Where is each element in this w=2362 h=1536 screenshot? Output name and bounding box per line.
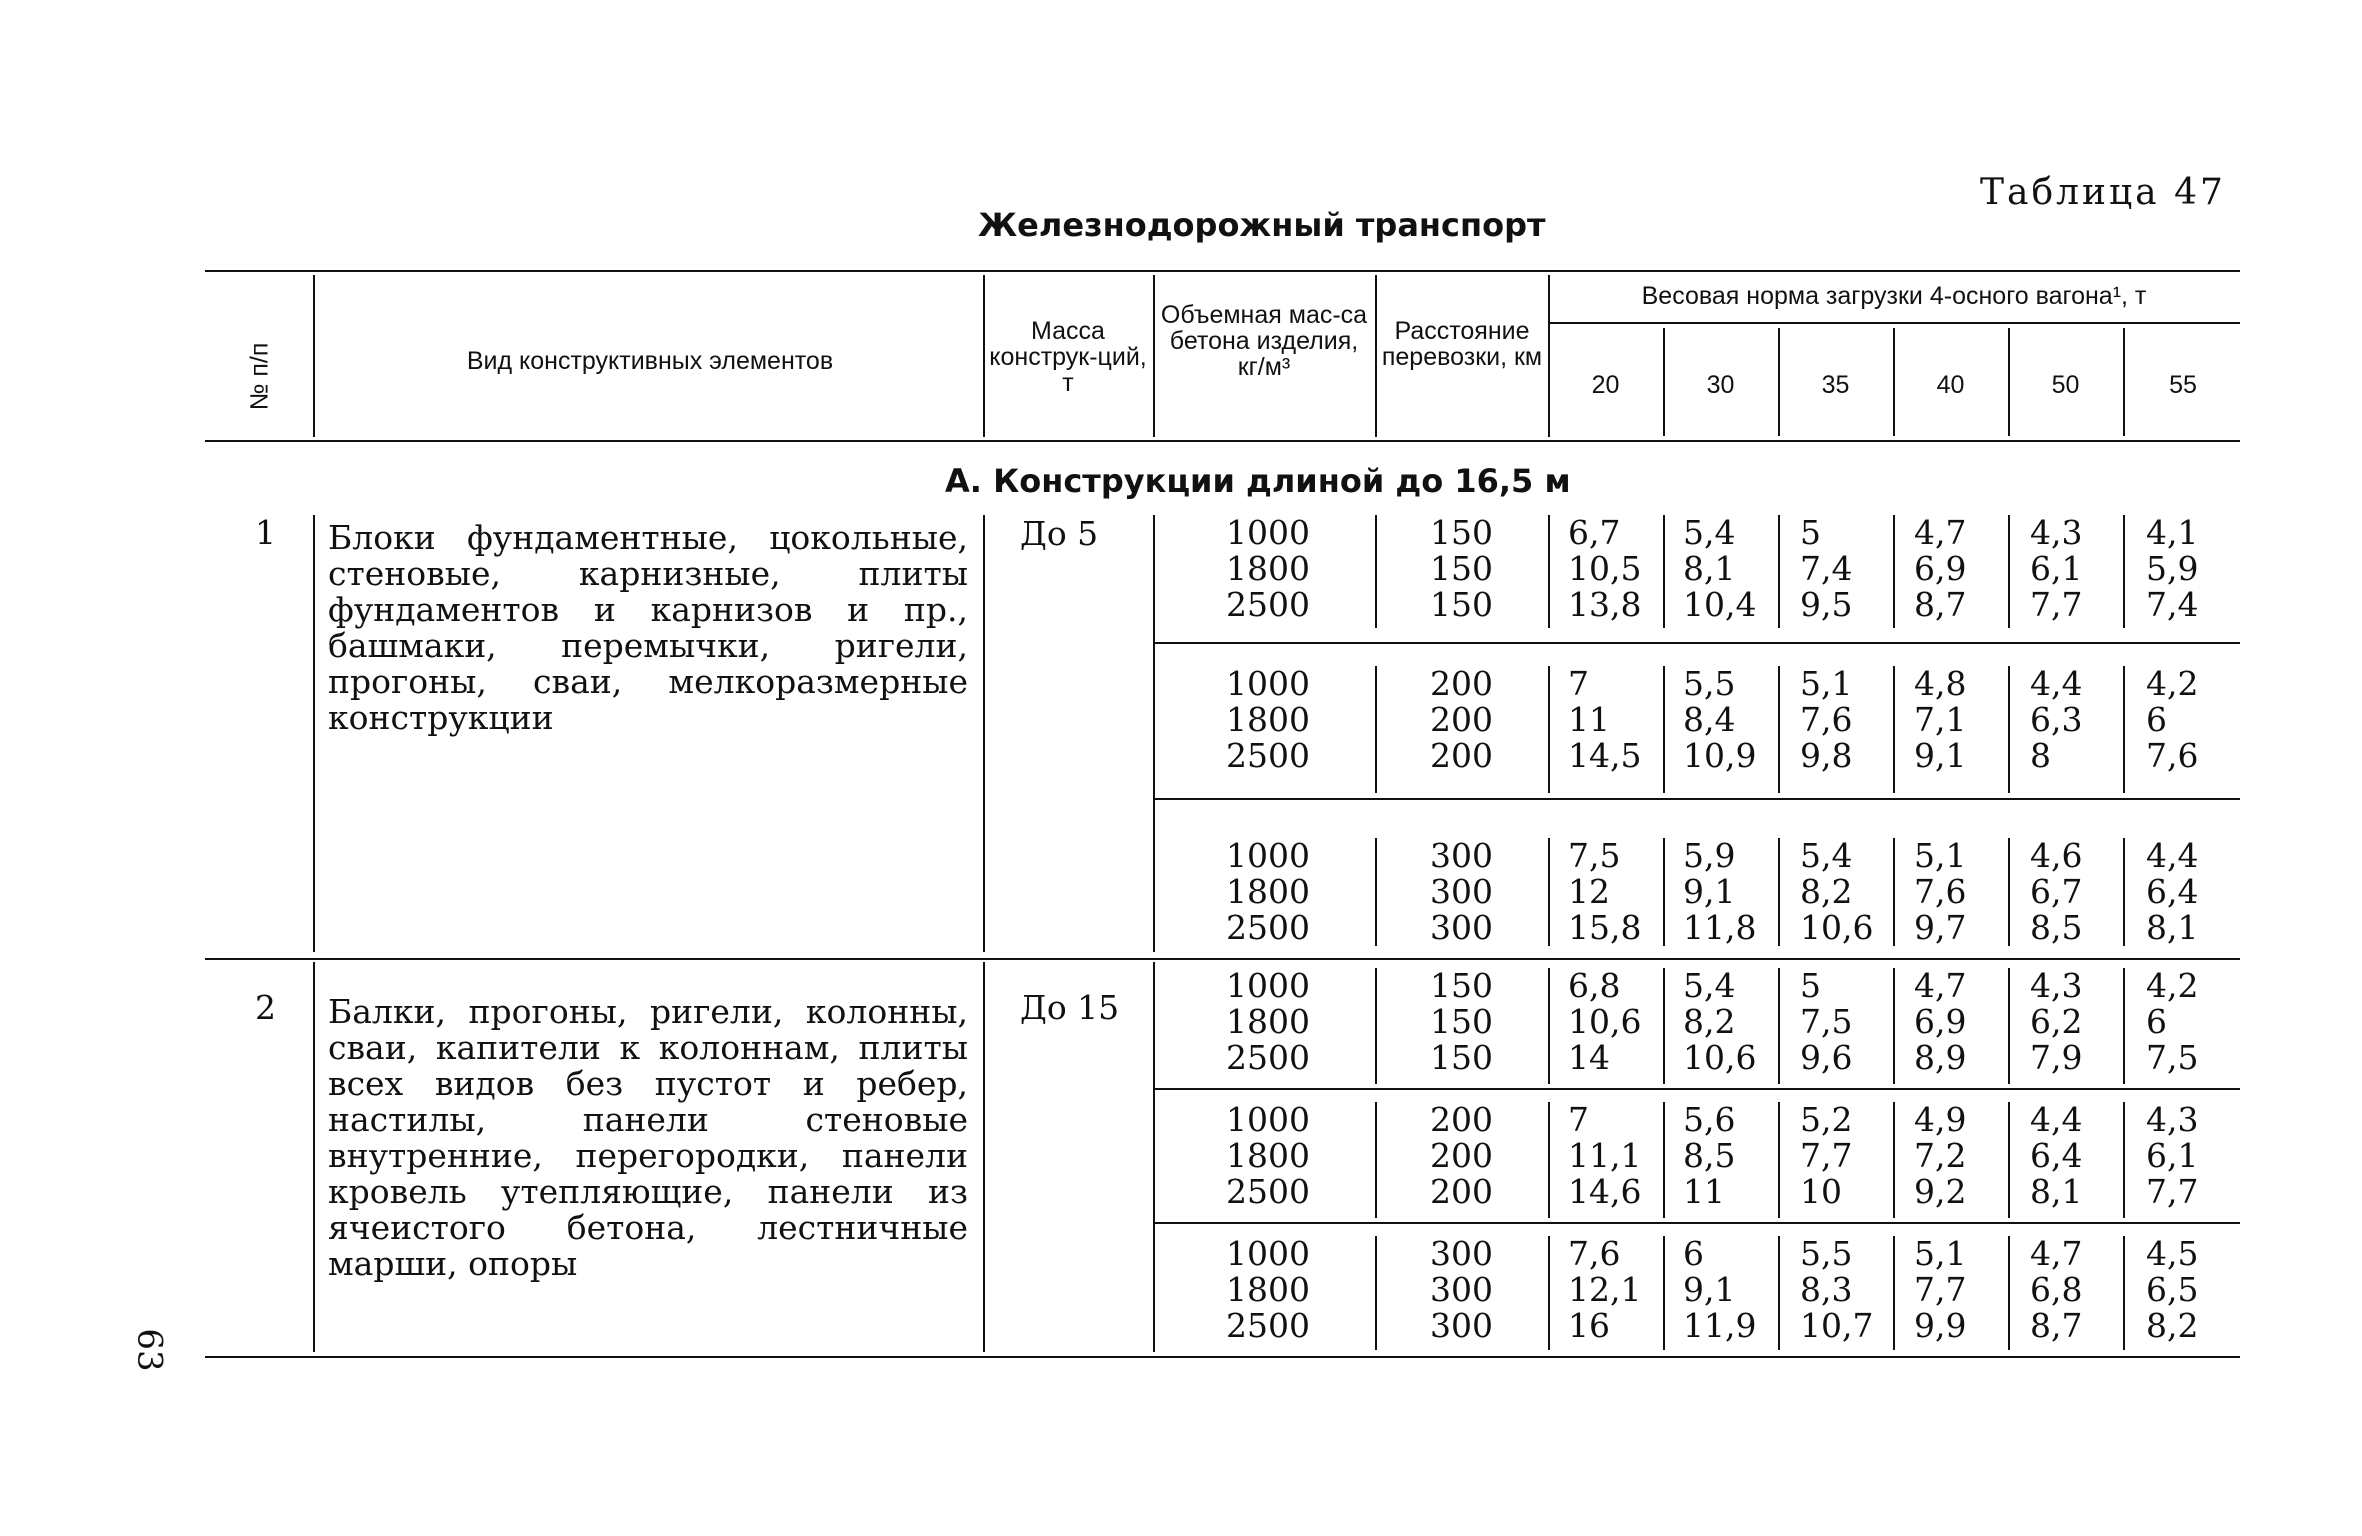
norm-value: 8,1 <box>1683 549 1736 588</box>
distance-value: 200 <box>1430 700 1493 739</box>
norm-value: 9,8 <box>1800 736 1853 775</box>
norm-value: 4,7 <box>1914 513 1967 552</box>
group-divider <box>1548 1102 1550 1218</box>
table-title: Железнодорожный транспорт <box>978 206 1546 244</box>
row-separator <box>205 958 2240 960</box>
group-separator <box>1153 642 2240 644</box>
norm-value: 6,8 <box>1568 966 1621 1005</box>
header-density: Объемная мас-са бетона изделия, кг/м³ <box>1160 301 1368 381</box>
norm-value: 4,5 <box>2146 1234 2199 1273</box>
norm-value: 7,2 <box>1914 1136 1967 1175</box>
density-value: 1800 <box>1226 1002 1310 1041</box>
norm-value: 10,6 <box>1683 1038 1757 1077</box>
header-divider <box>1548 275 1550 437</box>
norm-value: 7,1 <box>1914 700 1967 739</box>
norm-value: 4,4 <box>2030 664 2083 703</box>
norm-value: 10,9 <box>1683 736 1757 775</box>
distance-value: 150 <box>1430 1038 1493 1077</box>
norm-value: 7,7 <box>1914 1270 1967 1309</box>
group-divider <box>1663 515 1665 628</box>
norm-value: 7 <box>1568 1100 1589 1139</box>
row-divider <box>983 962 985 1352</box>
header-num: № п/п <box>245 342 274 411</box>
norm-value: 5,5 <box>1800 1234 1853 1273</box>
header-bottom-border <box>205 440 2240 442</box>
group-divider <box>1548 515 1550 628</box>
header-norm-col: 35 <box>1821 371 1850 399</box>
norm-value: 5,4 <box>1683 966 1736 1005</box>
header-norm-col: 55 <box>2169 371 2197 399</box>
norm-value: 6,9 <box>1914 549 1967 588</box>
group-divider <box>2008 666 2010 793</box>
norm-value: 7,7 <box>2146 1172 2199 1211</box>
norm-value: 5,9 <box>2146 549 2199 588</box>
group-divider <box>2008 1102 2010 1218</box>
norm-value: 5,1 <box>1914 836 1967 875</box>
distance-value: 300 <box>1430 1306 1493 1345</box>
group-divider <box>1893 515 1895 628</box>
density-value: 1800 <box>1226 700 1310 739</box>
group-divider <box>1548 1236 1550 1350</box>
group-divider <box>2123 1102 2125 1218</box>
distance-value: 200 <box>1430 736 1493 775</box>
row1-description: Блоки фундаментные, цокольные, стеновые, карнизные, плиты фундаментов и карнизов и пр., башмаки, перемычки, ригели, прогоны, сваи, мелкоразмерные конструкции <box>328 518 968 737</box>
norm-value: 16 <box>1568 1306 1610 1345</box>
header-distance: Расстояние перевозки, км <box>1381 317 1543 371</box>
row2-num: 2 <box>255 988 276 1027</box>
density-value: 1800 <box>1226 872 1310 911</box>
norm-value: 9,5 <box>1800 585 1853 624</box>
norm-value: 4,8 <box>1914 664 1967 703</box>
header-divider <box>1778 328 1780 436</box>
norm-value: 7,6 <box>1568 1234 1621 1273</box>
group-separator <box>1153 1222 2240 1224</box>
norm-value: 4,3 <box>2030 966 2083 1005</box>
distance-value: 300 <box>1430 908 1493 947</box>
norm-group-underline <box>1548 322 2240 324</box>
norm-value: 9,2 <box>1914 1172 1967 1211</box>
group-divider <box>1893 1102 1895 1218</box>
group-divider <box>2123 968 2125 1084</box>
row2-description: Балки, прогоны, ригели, колонны, сваи, капители к колоннам, плиты всех видов без пустот и ребер, настилы, панели стеновые внутренние, перегородки, панели кровель утепляющие, панели из ячеистого бетона, лестничные марши, опоры <box>328 992 968 1283</box>
norm-value: 7,4 <box>1800 549 1853 588</box>
group-divider <box>1778 838 1780 946</box>
group-divider <box>1893 968 1895 1084</box>
norm-value: 4,2 <box>2146 966 2199 1005</box>
norm-value: 11 <box>1683 1172 1725 1211</box>
norm-value: 5,2 <box>1800 1100 1853 1139</box>
norm-value: 4,7 <box>2030 1234 2083 1273</box>
norm-value: 12,1 <box>1568 1270 1642 1309</box>
distance-value: 150 <box>1430 966 1493 1005</box>
norm-value: 5,4 <box>1800 836 1853 875</box>
group-divider <box>2008 1236 2010 1350</box>
density-value: 1000 <box>1226 836 1310 875</box>
distance-value: 300 <box>1430 1234 1493 1273</box>
group-divider <box>1375 1236 1377 1350</box>
group-divider <box>1893 838 1895 946</box>
density-value: 2500 <box>1226 585 1310 624</box>
norm-value: 10,7 <box>1800 1306 1874 1345</box>
group-separator <box>1153 798 2240 800</box>
norm-value: 5,5 <box>1683 664 1736 703</box>
group-divider <box>1778 1236 1780 1350</box>
header-divider <box>1153 275 1155 437</box>
norm-value: 7,5 <box>1568 836 1621 875</box>
distance-value: 300 <box>1430 1270 1493 1309</box>
norm-value: 8,1 <box>2146 908 2199 947</box>
row-divider <box>1153 515 1155 952</box>
header-divider <box>1893 328 1895 436</box>
norm-value: 6,2 <box>2030 1002 2083 1041</box>
page-number: 63 <box>129 1328 170 1372</box>
group-divider <box>1548 666 1550 793</box>
norm-value: 6,4 <box>2030 1136 2083 1175</box>
table-bottom-border <box>205 1356 2240 1358</box>
group-divider <box>1375 666 1377 793</box>
norm-value: 9,7 <box>1914 908 1967 947</box>
norm-value: 9,9 <box>1914 1306 1967 1345</box>
norm-value: 5,6 <box>1683 1100 1736 1139</box>
header-divider <box>1375 275 1377 437</box>
density-value: 2500 <box>1226 1038 1310 1077</box>
header-kind: Вид конструктивных элементов <box>466 347 834 375</box>
group-divider <box>1663 1236 1665 1350</box>
norm-value: 11,8 <box>1683 908 1757 947</box>
group-divider <box>1375 968 1377 1084</box>
norm-value: 7,5 <box>2146 1038 2199 1077</box>
distance-value: 200 <box>1430 1172 1493 1211</box>
norm-value: 10,6 <box>1800 908 1874 947</box>
header-divider <box>2008 328 2010 436</box>
row-divider <box>983 515 985 952</box>
norm-value: 5,9 <box>1683 836 1736 875</box>
density-value: 2500 <box>1226 908 1310 947</box>
norm-value: 4,4 <box>2146 836 2199 875</box>
group-divider <box>2123 515 2125 628</box>
row1-mass: До 5 <box>1020 514 1099 553</box>
norm-value: 8,5 <box>1683 1136 1736 1175</box>
distance-value: 150 <box>1430 1002 1493 1041</box>
header-norm-col: 40 <box>1936 371 1965 399</box>
group-separator <box>1153 1088 2240 1090</box>
group-divider <box>1778 666 1780 793</box>
norm-value: 11 <box>1568 700 1610 739</box>
group-divider <box>1663 666 1665 793</box>
norm-value: 5 <box>1800 513 1821 552</box>
density-value: 1800 <box>1226 1270 1310 1309</box>
norm-value: 9,1 <box>1683 872 1736 911</box>
distance-value: 300 <box>1430 836 1493 875</box>
norm-value: 5,1 <box>1914 1234 1967 1273</box>
header-norm-group: Весовая норма загрузки 4-осного вагона¹, т <box>1641 282 2147 310</box>
distance-value: 150 <box>1430 513 1493 552</box>
header-divider <box>983 275 985 437</box>
density-value: 2500 <box>1226 1172 1310 1211</box>
norm-value: 4,1 <box>2146 513 2199 552</box>
norm-value: 11,9 <box>1683 1306 1757 1345</box>
norm-value: 8,3 <box>1800 1270 1853 1309</box>
distance-value: 150 <box>1430 549 1493 588</box>
norm-value: 6,3 <box>2030 700 2083 739</box>
group-divider <box>1778 968 1780 1084</box>
norm-value: 5 <box>1800 966 1821 1005</box>
group-divider <box>1548 968 1550 1084</box>
norm-value: 6 <box>2146 1002 2167 1041</box>
norm-value: 4,6 <box>2030 836 2083 875</box>
norm-value: 6,7 <box>2030 872 2083 911</box>
norm-value: 8,2 <box>1683 1002 1736 1041</box>
distance-value: 200 <box>1430 1136 1493 1175</box>
norm-value: 7 <box>1568 664 1589 703</box>
norm-value: 6,5 <box>2146 1270 2199 1309</box>
row-divider <box>1153 962 1155 1352</box>
group-divider <box>2008 968 2010 1084</box>
density-value: 1000 <box>1226 513 1310 552</box>
norm-value: 6 <box>1683 1234 1704 1273</box>
density-value: 1000 <box>1226 966 1310 1005</box>
norm-value: 10,5 <box>1568 549 1642 588</box>
table-label: Таблица 47 <box>1980 172 2226 213</box>
norm-value: 8,2 <box>2146 1306 2199 1345</box>
density-value: 1000 <box>1226 1100 1310 1139</box>
norm-value: 12 <box>1568 872 1610 911</box>
row-divider <box>313 515 315 952</box>
norm-value: 4,2 <box>2146 664 2199 703</box>
density-value: 2500 <box>1226 736 1310 775</box>
norm-value: 7,4 <box>2146 585 2199 624</box>
group-divider <box>2123 838 2125 946</box>
norm-value: 9,1 <box>1683 1270 1736 1309</box>
norm-value: 4,4 <box>2030 1100 2083 1139</box>
norm-value: 5,1 <box>1800 664 1853 703</box>
header-divider <box>313 275 315 437</box>
norm-value: 10,6 <box>1568 1002 1642 1041</box>
norm-value: 14 <box>1568 1038 1610 1077</box>
header-divider <box>1663 328 1665 436</box>
norm-value: 8 <box>2030 736 2051 775</box>
density-value: 2500 <box>1226 1306 1310 1345</box>
norm-value: 10,4 <box>1683 585 1757 624</box>
table-top-border <box>205 270 2240 272</box>
group-divider <box>1893 666 1895 793</box>
norm-value: 4,3 <box>2030 513 2083 552</box>
row1-num: 1 <box>255 513 276 552</box>
norm-value: 7,6 <box>1914 872 1967 911</box>
norm-value: 8,2 <box>1800 872 1853 911</box>
norm-value: 8,7 <box>2030 1306 2083 1345</box>
distance-value: 300 <box>1430 872 1493 911</box>
distance-value: 200 <box>1430 1100 1493 1139</box>
group-divider <box>1778 515 1780 628</box>
header-norm-col: 50 <box>2051 371 2080 399</box>
norm-value: 9,6 <box>1800 1038 1853 1077</box>
norm-value: 7,9 <box>2030 1038 2083 1077</box>
norm-value: 8,4 <box>1683 700 1736 739</box>
norm-value: 6,8 <box>2030 1270 2083 1309</box>
norm-value: 7,7 <box>2030 585 2083 624</box>
density-value: 1000 <box>1226 664 1310 703</box>
norm-value: 9,1 <box>1914 736 1967 775</box>
group-divider <box>1375 1102 1377 1218</box>
norm-value: 6,4 <box>2146 872 2199 911</box>
norm-value: 13,8 <box>1568 585 1642 624</box>
group-divider <box>2123 1236 2125 1350</box>
norm-value: 4,3 <box>2146 1100 2199 1139</box>
norm-value: 10 <box>1800 1172 1842 1211</box>
norm-value: 11,1 <box>1568 1136 1642 1175</box>
norm-value: 4,7 <box>1914 966 1967 1005</box>
norm-value: 14,5 <box>1568 736 1642 775</box>
group-divider <box>2008 838 2010 946</box>
norm-value: 7,5 <box>1800 1002 1853 1041</box>
norm-value: 8,1 <box>2030 1172 2083 1211</box>
norm-value: 8,5 <box>2030 908 2083 947</box>
norm-value: 7,6 <box>2146 736 2199 775</box>
norm-value: 6,9 <box>1914 1002 1967 1041</box>
norm-value: 5,4 <box>1683 513 1736 552</box>
norm-value: 6,1 <box>2030 549 2083 588</box>
group-divider <box>1778 1102 1780 1218</box>
group-divider <box>1663 968 1665 1084</box>
norm-value: 14,6 <box>1568 1172 1642 1211</box>
norm-value: 15,8 <box>1568 908 1642 947</box>
group-divider <box>2008 515 2010 628</box>
row2-mass: До 15 <box>1020 988 1120 1027</box>
group-divider <box>1893 1236 1895 1350</box>
header-mass: Масса конструк-ций, т <box>989 317 1147 397</box>
group-divider <box>1375 515 1377 628</box>
section-a-title: А. Конструкции длиной до 16,5 м <box>945 462 1571 500</box>
header-norm-col: 20 <box>1591 371 1620 399</box>
group-divider <box>2123 666 2125 793</box>
norm-value: 7,6 <box>1800 700 1853 739</box>
distance-value: 200 <box>1430 664 1493 703</box>
row-divider <box>313 962 315 1352</box>
norm-value: 6,7 <box>1568 513 1621 552</box>
group-divider <box>1548 838 1550 946</box>
group-divider <box>1663 1102 1665 1218</box>
norm-value: 6,1 <box>2146 1136 2199 1175</box>
distance-value: 150 <box>1430 585 1493 624</box>
header-divider <box>2123 328 2125 436</box>
group-divider <box>1663 838 1665 946</box>
norm-value: 8,7 <box>1914 585 1967 624</box>
density-value: 1800 <box>1226 549 1310 588</box>
norm-value: 4,9 <box>1914 1100 1967 1139</box>
group-divider <box>1375 838 1377 946</box>
header-norm-col: 30 <box>1706 371 1735 399</box>
density-value: 1800 <box>1226 1136 1310 1175</box>
norm-value: 7,7 <box>1800 1136 1853 1175</box>
density-value: 1000 <box>1226 1234 1310 1273</box>
norm-value: 8,9 <box>1914 1038 1967 1077</box>
norm-value: 6 <box>2146 700 2167 739</box>
